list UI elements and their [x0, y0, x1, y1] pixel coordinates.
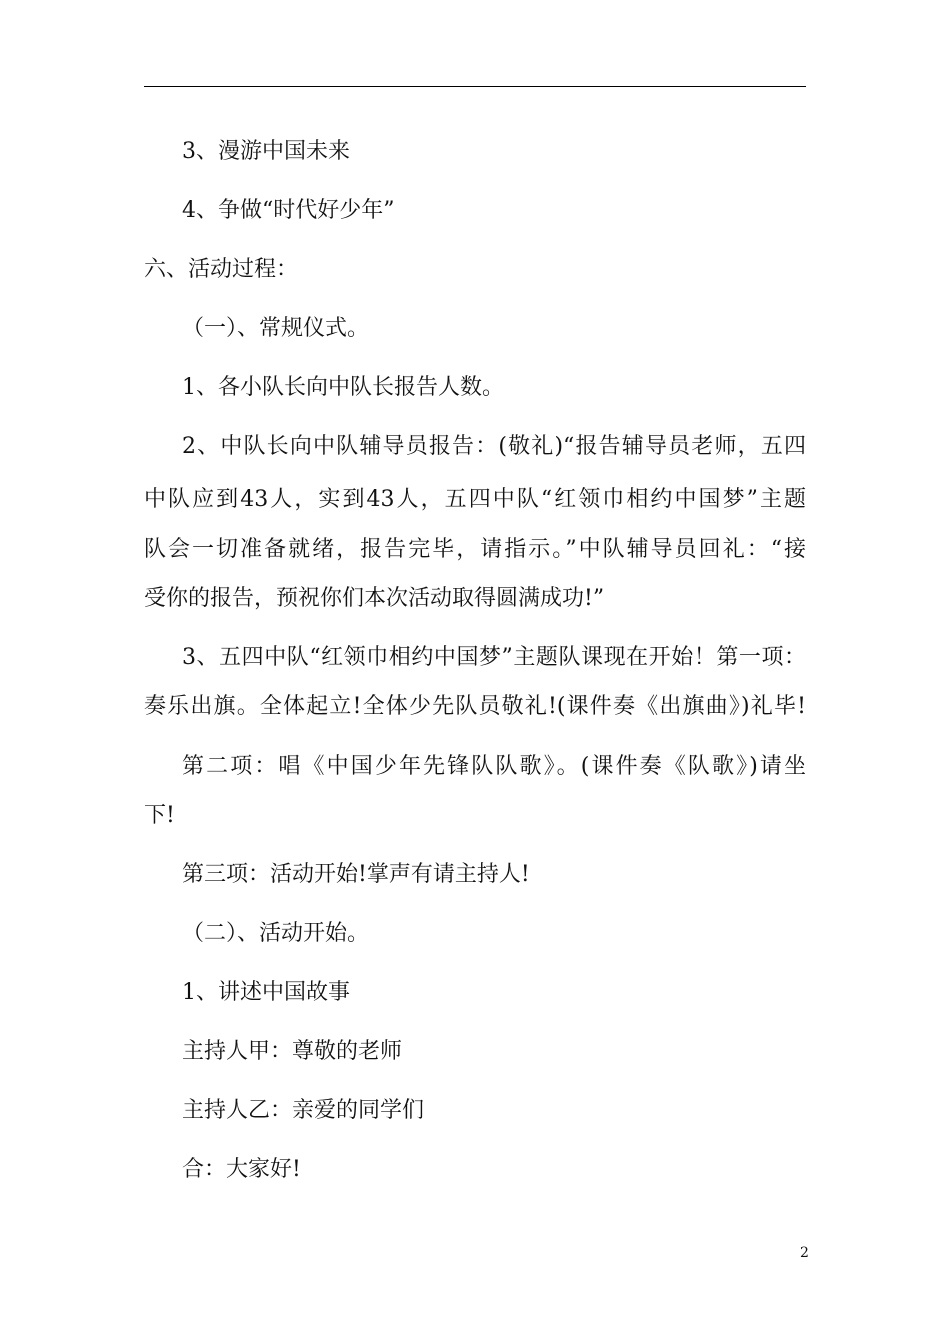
subsection-heading: （一）、常规仪式。 — [182, 316, 370, 341]
text-line: 3、漫游中国未来 — [182, 139, 350, 164]
text-line: 主持人甲：尊敬的老师 — [182, 1039, 403, 1064]
text-line: 3、五四中队“红领巾相约中国梦”主题队课现在开始！第一项： — [182, 645, 806, 670]
text-line: 2、中队长向中队辅导员报告：(敬礼)“报告辅导员老师，五四 — [182, 434, 806, 459]
text-line: 1、各小队长向中队长报告人数。 — [182, 375, 504, 400]
text-line: 队会一切准备就绪，报告完毕，请指示。”中队辅导员回礼：“接 — [144, 537, 806, 562]
page-number: 2 — [800, 1245, 809, 1261]
section-heading: 六、活动过程： — [144, 257, 299, 282]
subsection-heading: （二）、活动开始。 — [182, 921, 370, 946]
text-line: 合：大家好! — [182, 1157, 301, 1182]
text-line: 中队应到43人，实到43人，五四中队“红领巾相约中国梦”主题 — [144, 487, 806, 512]
text-line: 1、讲述中国故事 — [182, 980, 350, 1005]
text-line: 受你的报告，预祝你们本次活动取得圆满成功!” — [144, 586, 605, 611]
header-rule — [144, 86, 806, 87]
text-line: 第二项：唱《中国少年先锋队队歌》。(课件奏《队歌》)请坐 — [182, 754, 806, 779]
text-line: 主持人乙：亲爱的同学们 — [182, 1098, 425, 1123]
text-line: 下! — [144, 803, 175, 828]
text-line: 第三项：活动开始!掌声有请主持人! — [182, 862, 530, 887]
text-line: 4、争做“时代好少年” — [182, 198, 395, 223]
text-line: 奏乐出旗。全体起立!全体少先队员敬礼!(课件奏《出旗曲》)礼毕! — [144, 694, 806, 719]
